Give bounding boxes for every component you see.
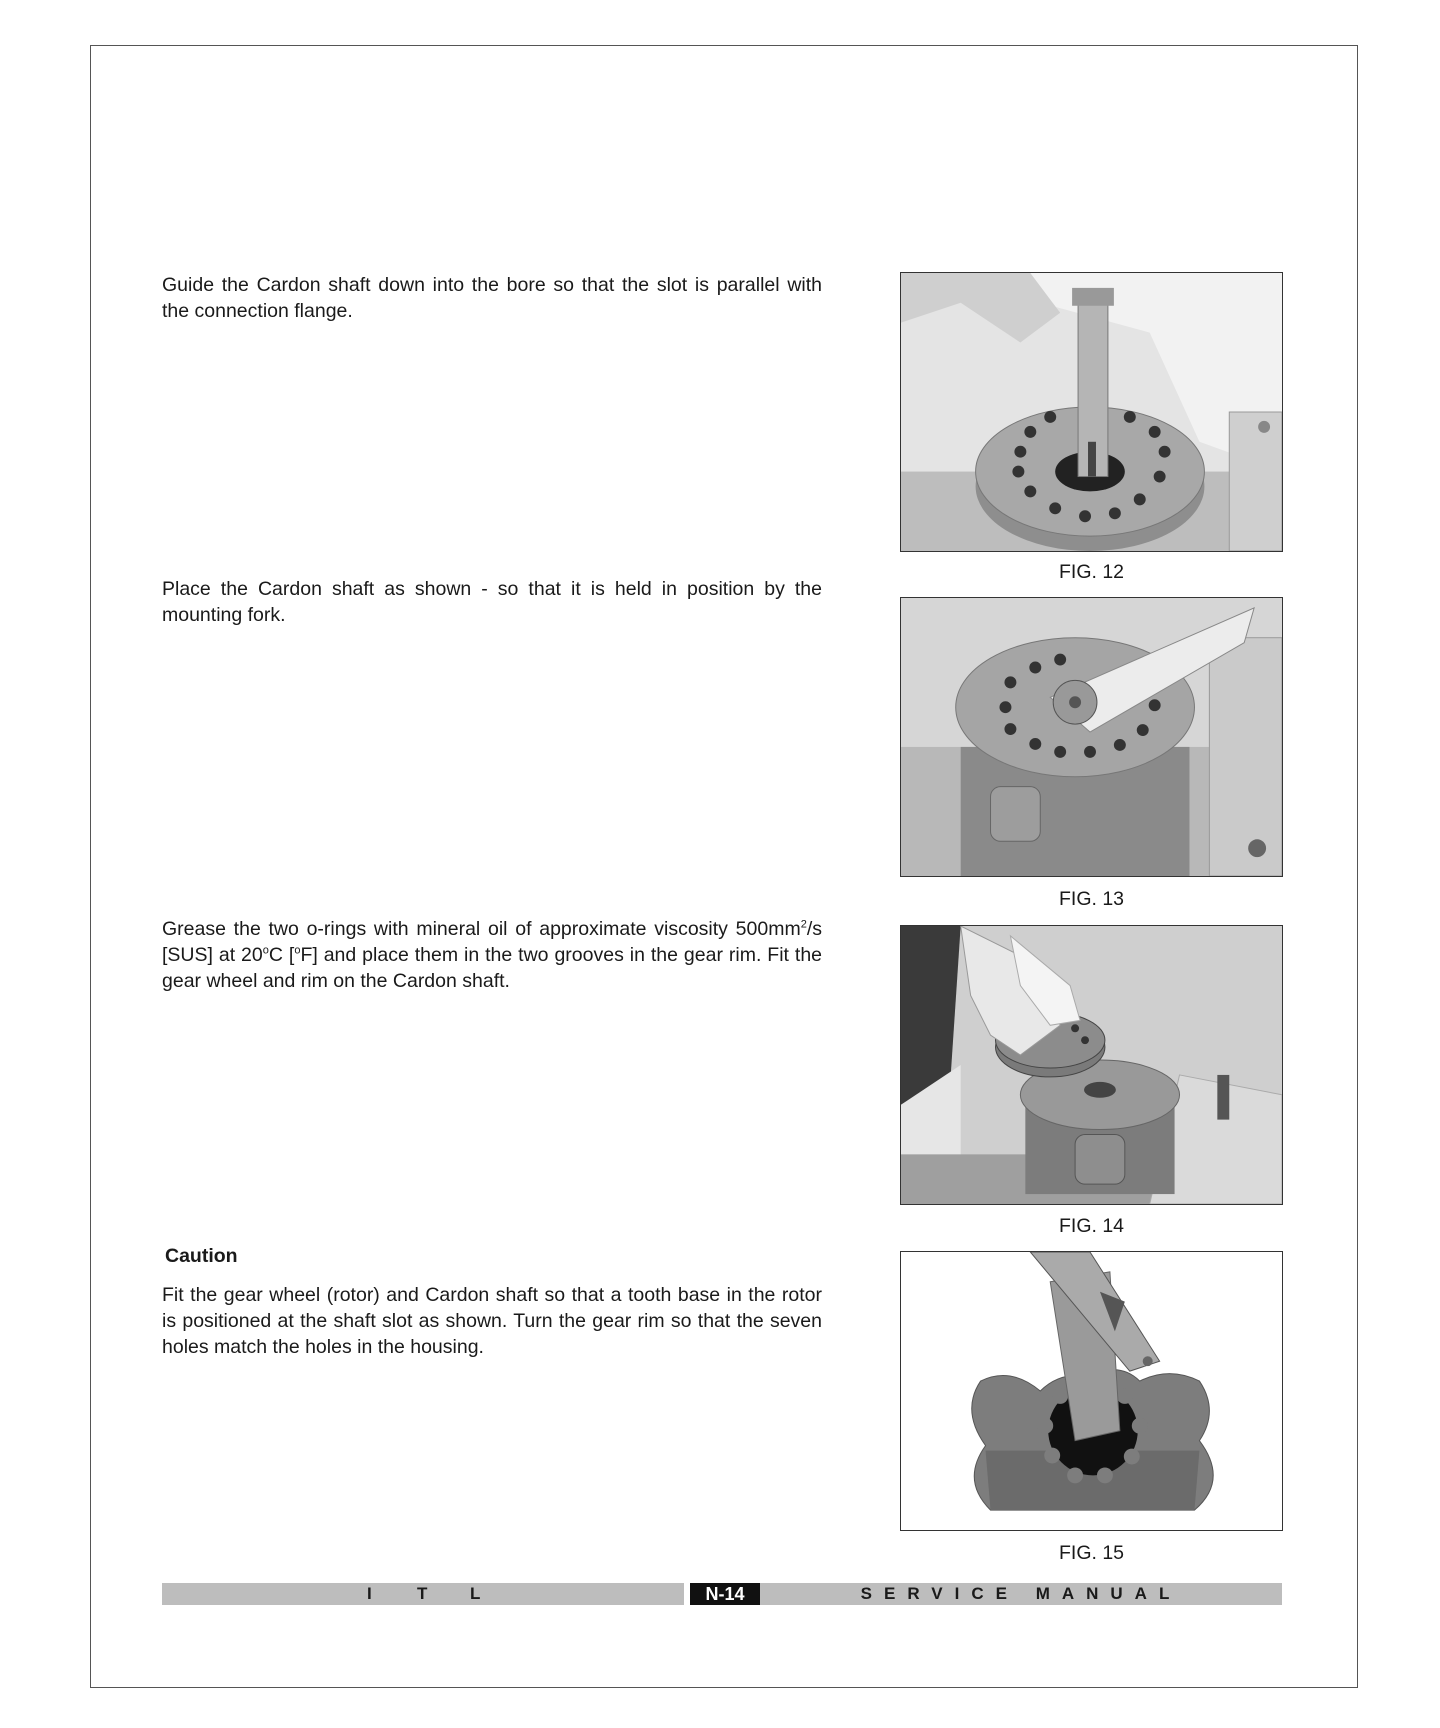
footer-letter-t: T — [417, 1584, 428, 1603]
mounting-fork-illustration — [901, 598, 1282, 876]
rotor-and-shaft-illustration — [901, 1252, 1282, 1530]
instruction-fig14-part-a: 500mm — [735, 918, 801, 940]
figure-12-caption: FIG. 12 — [1058, 561, 1125, 583]
instruction-fig14-part-c: C [ — [268, 944, 295, 966]
cardon-shaft-insertion-illustration — [901, 273, 1282, 551]
degree-superscript-c: o — [262, 944, 269, 957]
instruction-fig12: Guide the Cardon shaft down into the bore so that the slot is parallel with the connection flange. — [162, 274, 822, 322]
figure-13-caption: FIG. 13 — [1058, 888, 1125, 910]
page-number: N-14 — [690, 1583, 760, 1605]
caution-text: Fit the gear wheel (rotor) and Cardon shaft so that a tooth base in the rotor is positioned at the shaft slot as shown. Turn the gear rim so that the seven holes match the holes in the housing. — [162, 1284, 822, 1358]
figure-15-photo — [900, 1251, 1283, 1531]
degree-superscript-f: o — [294, 944, 301, 957]
page-footer — [162, 1583, 1282, 1605]
superscript-2: 2 — [800, 918, 807, 931]
gear-wheel-fitting-illustration — [901, 926, 1282, 1204]
figure-15-caption: FIG. 15 — [1058, 1542, 1125, 1564]
instruction-fig14-part-b: /s [SUS] at 20 — [162, 918, 822, 966]
figure-14-photo — [900, 925, 1283, 1205]
footer-letter-l: L — [470, 1584, 481, 1603]
footer-manual-title: SERVICE MANUAL — [760, 1583, 1282, 1605]
instruction-fig14 — [162, 916, 822, 994]
instruction-fig14-part-d: F] and place them in the two grooves in the gear rim. Fit the gear wheel and rim on the Cardon shaft. — [162, 944, 823, 992]
figure-12-photo — [900, 272, 1283, 552]
instruction-fig14-line1: Grease the two o-rings with mineral oil of approximate viscosity — [162, 918, 728, 940]
figure-13-photo — [900, 597, 1283, 877]
footer-company-bar — [162, 1583, 684, 1605]
footer-letter-i: I — [367, 1584, 372, 1603]
caution-heading: Caution — [165, 1245, 238, 1267]
figure-14-caption: FIG. 14 — [1058, 1215, 1125, 1237]
instruction-fig13: Place the Cardon shaft as shown - so that it is held in position by the mounting fork. — [162, 578, 822, 626]
